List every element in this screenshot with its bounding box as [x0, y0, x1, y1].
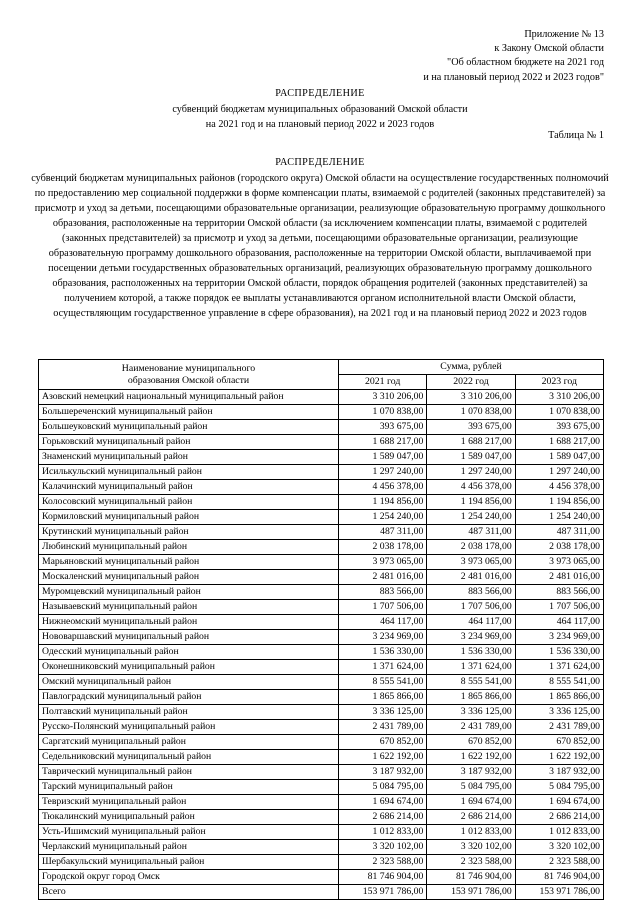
table-row — [39, 690, 604, 705]
table-row — [39, 555, 604, 570]
cell-amount-2022: 1 707 506,00 — [427, 600, 515, 615]
cell-amount-2021: 1 536 330,00 — [339, 645, 427, 660]
cell-amount-2021: 1 589 047,00 — [339, 450, 427, 465]
cell-amount-2023: 4 456 378,00 — [515, 480, 603, 495]
cell-amount-2023: 3 973 065,00 — [515, 555, 603, 570]
cell-amount-2022: 1 536 330,00 — [427, 645, 515, 660]
table-row — [39, 855, 604, 870]
cell-amount-2022: 3 234 969,00 — [427, 630, 515, 645]
cell-amount-2021: 3 973 065,00 — [339, 555, 427, 570]
table-row — [39, 645, 604, 660]
cell-municipality-name: Исилькульский муниципальный район — [39, 465, 339, 480]
cell-amount-2023: 1 688 217,00 — [515, 435, 603, 450]
cell-amount-2021: 3 320 102,00 — [339, 840, 427, 855]
cell-amount-2023: 1 622 192,00 — [515, 750, 603, 765]
cell-amount-2023: 393 675,00 — [515, 420, 603, 435]
cell-amount-2023: 2 481 016,00 — [515, 570, 603, 585]
cell-amount-2022: 1 012 833,00 — [427, 825, 515, 840]
table-row — [39, 525, 604, 540]
cell-amount-2023: 2 323 588,00 — [515, 855, 603, 870]
cell-amount-2023: 1 694 674,00 — [515, 795, 603, 810]
table-row — [39, 870, 604, 885]
cell-municipality-name: Тюкалинский муниципальный район — [39, 810, 339, 825]
cell-amount-2023: 2 431 789,00 — [515, 720, 603, 735]
cell-amount-2021: 2 686 214,00 — [339, 810, 427, 825]
cell-municipality-name: Колосовский муниципальный район — [39, 495, 339, 510]
cell-amount-2022: 1 688 217,00 — [427, 435, 515, 450]
table-row — [39, 510, 604, 525]
table-row — [39, 420, 604, 435]
cell-amount-2022: 1 694 674,00 — [427, 795, 515, 810]
cell-amount-2023: 3 336 125,00 — [515, 705, 603, 720]
cell-amount-2022: 487 311,00 — [427, 525, 515, 540]
cell-municipality-name: Любинский муниципальный район — [39, 540, 339, 555]
cell-amount-2022: 1 254 240,00 — [427, 510, 515, 525]
table-row — [39, 405, 604, 420]
cell-amount-2023: 1 297 240,00 — [515, 465, 603, 480]
cell-amount-2022: 3 187 932,00 — [427, 765, 515, 780]
table-row — [39, 825, 604, 840]
cell-amount-2021: 2 323 588,00 — [339, 855, 427, 870]
cell-municipality-name: Нововаршавский муниципальный район — [39, 630, 339, 645]
cell-amount-2021: 1 707 506,00 — [339, 600, 427, 615]
table-number-label: Таблица № 1 — [548, 130, 604, 141]
cell-amount-2021: 1 194 856,00 — [339, 495, 427, 510]
header-year-2023: 2023 год — [515, 375, 603, 390]
cell-amount-2023: 3 320 102,00 — [515, 840, 603, 855]
header-municipality-name-line1: Наименование муниципального — [121, 363, 256, 374]
cell-amount-2021: 1 371 624,00 — [339, 660, 427, 675]
cell-amount-2022: 1 194 856,00 — [427, 495, 515, 510]
table-row — [39, 735, 604, 750]
cell-amount-2023: 3 187 932,00 — [515, 765, 603, 780]
cell-amount-2022: 883 566,00 — [427, 585, 515, 600]
table-row — [39, 765, 604, 780]
cell-amount-2023: 5 084 795,00 — [515, 780, 603, 795]
cell-municipality-name: Тевризский муниципальный район — [39, 795, 339, 810]
header-sum-group: Сумма, рублей — [339, 360, 604, 375]
cell-municipality-name: Усть-Ишимский муниципальный район — [39, 825, 339, 840]
cell-amount-2022: 3 336 125,00 — [427, 705, 515, 720]
cell-amount-2023: 1 707 506,00 — [515, 600, 603, 615]
table-row — [39, 495, 604, 510]
table-row — [39, 465, 604, 480]
table-row — [39, 390, 604, 405]
table-row — [39, 885, 604, 900]
cell-amount-2021: 1 070 838,00 — [339, 405, 427, 420]
cell-municipality-name: Кормиловский муниципальный район — [39, 510, 339, 525]
cell-municipality-name: Называевский муниципальный район — [39, 600, 339, 615]
cell-amount-2022: 3 320 102,00 — [427, 840, 515, 855]
table-row — [39, 660, 604, 675]
cell-amount-2023: 2 038 178,00 — [515, 540, 603, 555]
table-row — [39, 540, 604, 555]
cell-amount-2022: 1 589 047,00 — [427, 450, 515, 465]
cell-municipality-name: Всего — [39, 885, 339, 900]
cell-amount-2022: 3 973 065,00 — [427, 555, 515, 570]
cell-amount-2023: 1 589 047,00 — [515, 450, 603, 465]
appendix-line-1: Приложение № 13 — [524, 29, 604, 40]
appendix-line-4: и на плановый период 2022 и 2023 годов" — [423, 71, 604, 83]
document-title-subline-2: на 2021 год и на плановый период 2022 и 2023 годов — [205, 119, 435, 131]
cell-municipality-name: Горьковский муниципальный район — [39, 435, 339, 450]
cell-amount-2023: 1 536 330,00 — [515, 645, 603, 660]
cell-amount-2022: 2 038 178,00 — [427, 540, 515, 555]
cell-amount-2021: 670 852,00 — [339, 735, 427, 750]
table-description-heading: РАСПРЕДЕЛЕНИЕ — [275, 157, 365, 168]
cell-municipality-name: Русско-Полянский муниципальный район — [39, 720, 339, 735]
document-title-subline-1: субвенций бюджетам муниципальных образований Омской области — [172, 103, 468, 115]
table-description-block — [30, 155, 610, 321]
table-row — [39, 570, 604, 585]
cell-amount-2021: 3 336 125,00 — [339, 705, 427, 720]
cell-amount-2022: 1 865 866,00 — [427, 690, 515, 705]
cell-amount-2021: 81 746 904,00 — [339, 870, 427, 885]
cell-amount-2021: 153 971 786,00 — [339, 885, 427, 900]
table-row — [39, 810, 604, 825]
cell-amount-2022: 5 084 795,00 — [427, 780, 515, 795]
cell-amount-2023: 464 117,00 — [515, 615, 603, 630]
cell-municipality-name: Знаменский муниципальный район — [39, 450, 339, 465]
distribution-table-container — [38, 359, 604, 900]
cell-amount-2022: 1 070 838,00 — [427, 405, 515, 420]
cell-municipality-name: Москаленский муниципальный район — [39, 570, 339, 585]
cell-amount-2021: 8 555 541,00 — [339, 675, 427, 690]
cell-amount-2021: 4 456 378,00 — [339, 480, 427, 495]
cell-amount-2023: 153 971 786,00 — [515, 885, 603, 900]
cell-municipality-name: Азовский немецкий национальный муниципальный район — [39, 390, 339, 405]
cell-amount-2023: 2 686 214,00 — [515, 810, 603, 825]
cell-municipality-name: Тарский муниципальный район — [39, 780, 339, 795]
cell-municipality-name: Большереченский муниципальный район — [39, 405, 339, 420]
cell-amount-2023: 3 234 969,00 — [515, 630, 603, 645]
cell-amount-2023: 81 746 904,00 — [515, 870, 603, 885]
cell-municipality-name: Саргатский муниципальный район — [39, 735, 339, 750]
cell-amount-2022: 2 686 214,00 — [427, 810, 515, 825]
cell-amount-2022: 1 622 192,00 — [427, 750, 515, 765]
cell-municipality-name: Омский муниципальный район — [39, 675, 339, 690]
appendix-line-2: к Закону Омской области — [494, 43, 604, 55]
cell-amount-2022: 153 971 786,00 — [427, 885, 515, 900]
cell-amount-2022: 393 675,00 — [427, 420, 515, 435]
cell-amount-2021: 1 622 192,00 — [339, 750, 427, 765]
document-title-block — [36, 86, 604, 133]
table-row — [39, 450, 604, 465]
cell-amount-2021: 3 187 932,00 — [339, 765, 427, 780]
cell-amount-2021: 487 311,00 — [339, 525, 427, 540]
cell-municipality-name: Одесский муниципальный район — [39, 645, 339, 660]
cell-amount-2021: 1 694 674,00 — [339, 795, 427, 810]
cell-amount-2023: 1 194 856,00 — [515, 495, 603, 510]
cell-municipality-name: Большеуковский муниципальный район — [39, 420, 339, 435]
cell-amount-2021: 1 297 240,00 — [339, 465, 427, 480]
cell-amount-2021: 2 038 178,00 — [339, 540, 427, 555]
cell-municipality-name: Калачинский муниципальный район — [39, 480, 339, 495]
cell-amount-2022: 81 746 904,00 — [427, 870, 515, 885]
table-row — [39, 600, 604, 615]
cell-amount-2023: 487 311,00 — [515, 525, 603, 540]
cell-municipality-name: Полтавский муниципальный район — [39, 705, 339, 720]
cell-municipality-name: Таврический муниципальный район — [39, 765, 339, 780]
document-title-heading: РАСПРЕДЕЛЕНИЕ — [275, 88, 365, 99]
cell-amount-2022: 464 117,00 — [427, 615, 515, 630]
cell-amount-2023: 1 070 838,00 — [515, 405, 603, 420]
cell-amount-2021: 3 310 206,00 — [339, 390, 427, 405]
cell-amount-2023: 1 371 624,00 — [515, 660, 603, 675]
table-row — [39, 630, 604, 645]
header-year-2022: 2022 год — [427, 375, 515, 390]
cell-amount-2021: 1 012 833,00 — [339, 825, 427, 840]
cell-municipality-name: Черлакский муниципальный район — [39, 840, 339, 855]
cell-amount-2023: 1 012 833,00 — [515, 825, 603, 840]
cell-amount-2023: 3 310 206,00 — [515, 390, 603, 405]
appendix-reference-block — [423, 28, 604, 85]
cell-amount-2022: 670 852,00 — [427, 735, 515, 750]
table-row — [39, 720, 604, 735]
cell-amount-2021: 1 865 866,00 — [339, 690, 427, 705]
table-row — [39, 780, 604, 795]
cell-amount-2022: 2 431 789,00 — [427, 720, 515, 735]
header-year-2021: 2021 год — [339, 375, 427, 390]
cell-municipality-name: Марьяновский муниципальный район — [39, 555, 339, 570]
table-head — [39, 360, 604, 390]
cell-amount-2022: 4 456 378,00 — [427, 480, 515, 495]
cell-municipality-name: Шербакульский муниципальный район — [39, 855, 339, 870]
table-row — [39, 750, 604, 765]
cell-amount-2021: 1 688 217,00 — [339, 435, 427, 450]
table-row — [39, 435, 604, 450]
cell-amount-2021: 464 117,00 — [339, 615, 427, 630]
table-row — [39, 795, 604, 810]
cell-amount-2022: 2 323 588,00 — [427, 855, 515, 870]
table-row — [39, 840, 604, 855]
cell-amount-2023: 883 566,00 — [515, 585, 603, 600]
cell-amount-2021: 393 675,00 — [339, 420, 427, 435]
header-municipality-name — [39, 360, 339, 390]
distribution-table — [38, 359, 604, 900]
cell-amount-2023: 670 852,00 — [515, 735, 603, 750]
cell-amount-2021: 3 234 969,00 — [339, 630, 427, 645]
cell-municipality-name: Крутинский муниципальный район — [39, 525, 339, 540]
cell-amount-2021: 1 254 240,00 — [339, 510, 427, 525]
cell-municipality-name: Муромцевский муниципальный район — [39, 585, 339, 600]
cell-amount-2023: 8 555 541,00 — [515, 675, 603, 690]
table-row — [39, 675, 604, 690]
cell-amount-2021: 5 084 795,00 — [339, 780, 427, 795]
header-municipality-name-line2: образования Омской области — [127, 374, 250, 386]
cell-municipality-name: Оконешниковский муниципальный район — [39, 660, 339, 675]
appendix-line-3: "Об областном бюджете на 2021 год — [447, 57, 604, 69]
table-header-row-1 — [39, 360, 604, 375]
cell-amount-2022: 1 371 624,00 — [427, 660, 515, 675]
cell-municipality-name: Павлоградский муниципальный район — [39, 690, 339, 705]
cell-municipality-name: Седельниковский муниципальный район — [39, 750, 339, 765]
cell-amount-2021: 883 566,00 — [339, 585, 427, 600]
cell-amount-2022: 8 555 541,00 — [427, 675, 515, 690]
cell-amount-2021: 2 481 016,00 — [339, 570, 427, 585]
cell-amount-2023: 1 865 866,00 — [515, 690, 603, 705]
cell-amount-2022: 2 481 016,00 — [427, 570, 515, 585]
table-description-paragraph: субвенций бюджетам муниципальных районов (городского округа) Омской области на осуществление государственных полномочий по предоставлению мер социальной поддержки в форме компенсации платы, взимаемой с родителей (законных представителей) за присмотр и уход за детьми, посещающими образовательные организации, реализующие образовательную программу дошкольного образования, расположенные на территории Омской области (за исключением компенсации платы, взимаемой с родителей (законных представителей) за присмотр и уход за детьми, посещающими образовательные организации, реализующие образовательную программу дошкольного образования, расположенные на территории Омской области, выплачиваемой при посещении детьми государственных образовательных организаций, реализующих образовательную программу дошкольного образования, расположенных на территории Омской области, порядок обращения родителей (законных представителей) за получением которой, а также порядок ее выплаты устанавливаются органом исполнительной власти Омской области, осуществляющим государственное управление в сфере образования), на 2021 год и на плановый период 2022 и 2023 годов — [31, 173, 609, 319]
table-row — [39, 480, 604, 495]
cell-amount-2022: 1 297 240,00 — [427, 465, 515, 480]
cell-municipality-name: Городской округ город Омск — [39, 870, 339, 885]
cell-municipality-name: Нижнеомский муниципальный район — [39, 615, 339, 630]
table-body — [39, 390, 604, 900]
cell-amount-2023: 1 254 240,00 — [515, 510, 603, 525]
table-row — [39, 705, 604, 720]
cell-amount-2022: 3 310 206,00 — [427, 390, 515, 405]
table-row — [39, 585, 604, 600]
cell-amount-2021: 2 431 789,00 — [339, 720, 427, 735]
table-row — [39, 615, 604, 630]
